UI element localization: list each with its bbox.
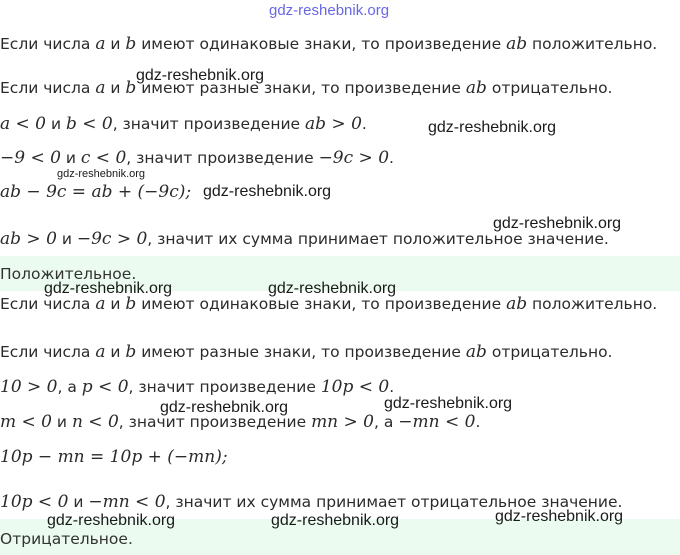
step-3 [0,182,191,202]
text: , значит произведение [128,378,321,396]
watermark: gdz-reshebnik.org [269,2,390,19]
math: b [125,78,137,98]
math: −9c > 0 [76,229,148,249]
math: mn > 0 [311,412,374,432]
text: и [105,35,126,53]
text: , значит произведение [126,149,319,167]
math: c < 0 [80,148,127,168]
watermark: gdz-reshebnik.org [384,395,513,412]
text: Если числа [0,343,96,361]
text: отрицательно. [486,343,613,361]
math: ab − 9c = ab + (−9c); [0,182,192,202]
watermark: gdz-reshebnik.org [495,508,624,525]
step-1 [0,114,367,134]
math: ab [506,294,528,314]
text: Если числа [0,295,96,313]
math: −9 < 0 [0,148,61,168]
math: −mn < 0 [398,412,476,432]
math: a [95,78,106,98]
text: и [105,343,126,361]
math: ab > 0 [305,114,362,134]
rule-same-signs [0,34,657,54]
watermark: gdz-reshebnik.org [428,119,557,136]
step-3 [0,447,228,467]
answer-negative: Отрицательное. [0,530,133,548]
text: имеют разные знаки, то произведение [136,79,466,97]
text: , значит их сумма принимает положительное значение. [147,230,609,248]
math: 10p − mn = 10p + (−mn); [0,447,228,467]
math: ab > 0 [0,229,57,249]
text: имеют разные знаки, то произведение [136,343,466,361]
math: ab [465,342,487,362]
text: . [361,115,367,133]
text: Если числа [0,79,96,97]
watermark: gdz-reshebnik.org [57,168,146,180]
math: −mn < 0 [88,492,166,512]
text: и [56,230,77,248]
math: n < 0 [71,412,119,432]
text: Если числа [0,35,96,53]
watermark: gdz-reshebnik.org [160,399,289,416]
math: b [125,294,137,314]
text: имеют одинаковые знаки, то произведение [136,295,507,313]
text: . [389,149,394,167]
math: b [125,342,137,362]
math: m < 0 [0,412,52,432]
math: p < 0 [81,377,129,397]
text: положительно. [527,295,658,313]
text: , а [57,378,82,396]
math: b < 0 [65,114,113,134]
rule-different-signs [0,342,613,362]
text: . [475,413,481,431]
math: a [95,342,106,362]
math: 10p < 0 [0,492,69,512]
step-1 [0,377,394,397]
watermark: gdz-reshebnik.org [493,215,622,232]
watermark: gdz-reshebnik.org [271,512,400,529]
math: b [125,34,137,54]
text: и [60,149,81,167]
text: и [68,493,89,511]
watermark: gdz-reshebnik.org [47,512,176,529]
text: , а [374,413,399,431]
math: a [95,294,106,314]
text: , значит произведение [112,115,305,133]
math: −9c > 0 [318,148,390,168]
text: и [105,295,126,313]
watermark: gdz-reshebnik.org [136,67,265,84]
answer-positive: Положительное. [0,265,137,283]
watermark: gdz-reshebnik.org [203,183,332,200]
text: отрицательно. [486,79,613,97]
step-2 [0,148,394,168]
text: и [105,79,126,97]
text: положительно. [527,35,658,53]
watermark: gdz-reshebnik.org [44,280,173,297]
math: ab [465,78,487,98]
text: , значит произведение [118,413,312,431]
math: ab [506,34,528,54]
text: имеют одинаковые знаки, то произведение [136,35,507,53]
watermark: gdz-reshebnik.org [268,280,397,297]
math: 10 > 0 [0,377,58,397]
rule-different-signs [0,78,613,98]
text: и [52,413,72,431]
text: , значит их сумма принимает отрицательное значение. [165,493,623,511]
math: a [95,34,106,54]
text: . [389,378,395,396]
math: 10p < 0 [320,377,390,397]
math: a < 0 [0,114,47,134]
text: и [46,115,66,133]
